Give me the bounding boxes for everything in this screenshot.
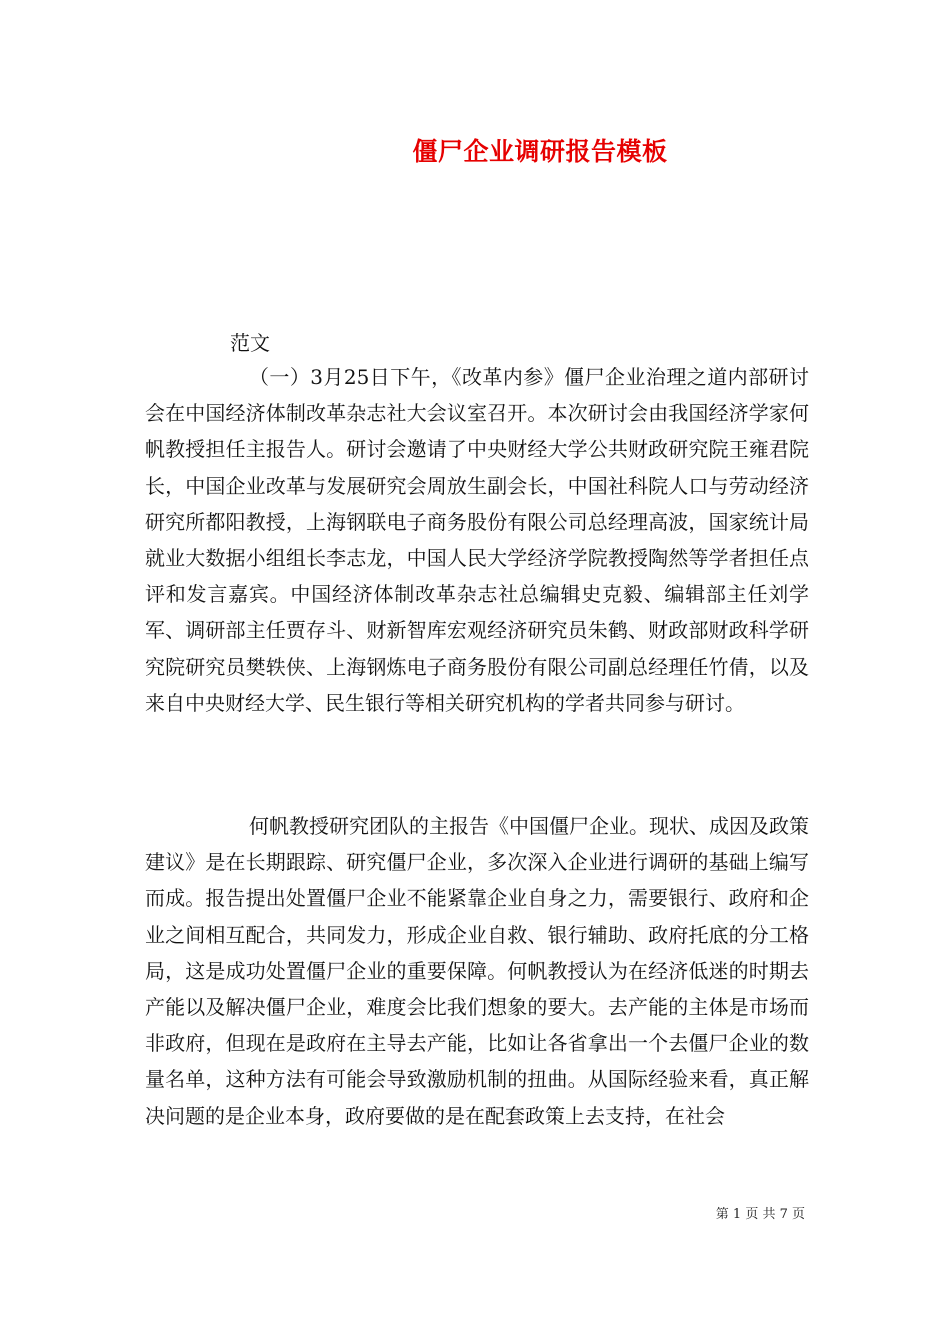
paragraph-1: （一）3月25日下午，《改革内参》僵尸企业治理之道内部研讨会在中国经济体制改革杂志社大会议室召开。本次研讨会由我国经济学家何帆教授担任主报告人。研讨会邀请了中央财经大学公共财政研究院王雍君院长，中国企业改革与发展研究会周放生副会长，中国社科院人口与劳动经济研究所都阳教授，上海钢联电子商务股份有限公司总经理高波，国家统计局就业大数据小组组长李志龙，中国人民大学经济学院教授陶然等学者担任点评和发言嘉宾。中国经济体制改革杂志社总编辑史克毅、编辑部主任刘学军、调研部主任贾存斗、财新智库宏观经济研究员朱鹤、财政部财政科学研究院研究员樊轶侠、上海钢炼电子商务股份有限公司副总经理任竹倩，以及来自中央财经大学、民生银行等相关研究机构的学者共同参与研讨。 xyxy=(145,365,809,715)
section-label: 范文 xyxy=(230,331,270,355)
paragraph-2: 何帆教授研究团队的主报告《中国僵尸企业。现状、成因及政策建议》是在长期跟踪、研究僵尸企业，多次深入企业进行调研的基础上编写而成。报告提出处置僵尸企业不能紧靠企业自身之力，需要银行、政府和企业之间相互配合，共同发力，形成企业自救、银行辅助、政府托底的分工格局，这是成功处置僵尸企业的重要保障。何帆教授认为在经济低迷的时期去产能以及解决僵尸企业，难度会比我们想象的要大。去产能的主体是市场而非政府，但现在是政府在主导去产能，比如让各省拿出一个去僵尸企业的数量名单，这种方法有可能会导致激励机制的扭曲。从国际经验来看，真正解决问题的是企业本身，政府要做的是在配套政策上去支持，在社会 xyxy=(145,814,809,1128)
document-title: 僵尸企业调研报告模板 xyxy=(412,137,668,166)
page-footer: 第 1 页 共 7 页 xyxy=(715,1207,805,1222)
